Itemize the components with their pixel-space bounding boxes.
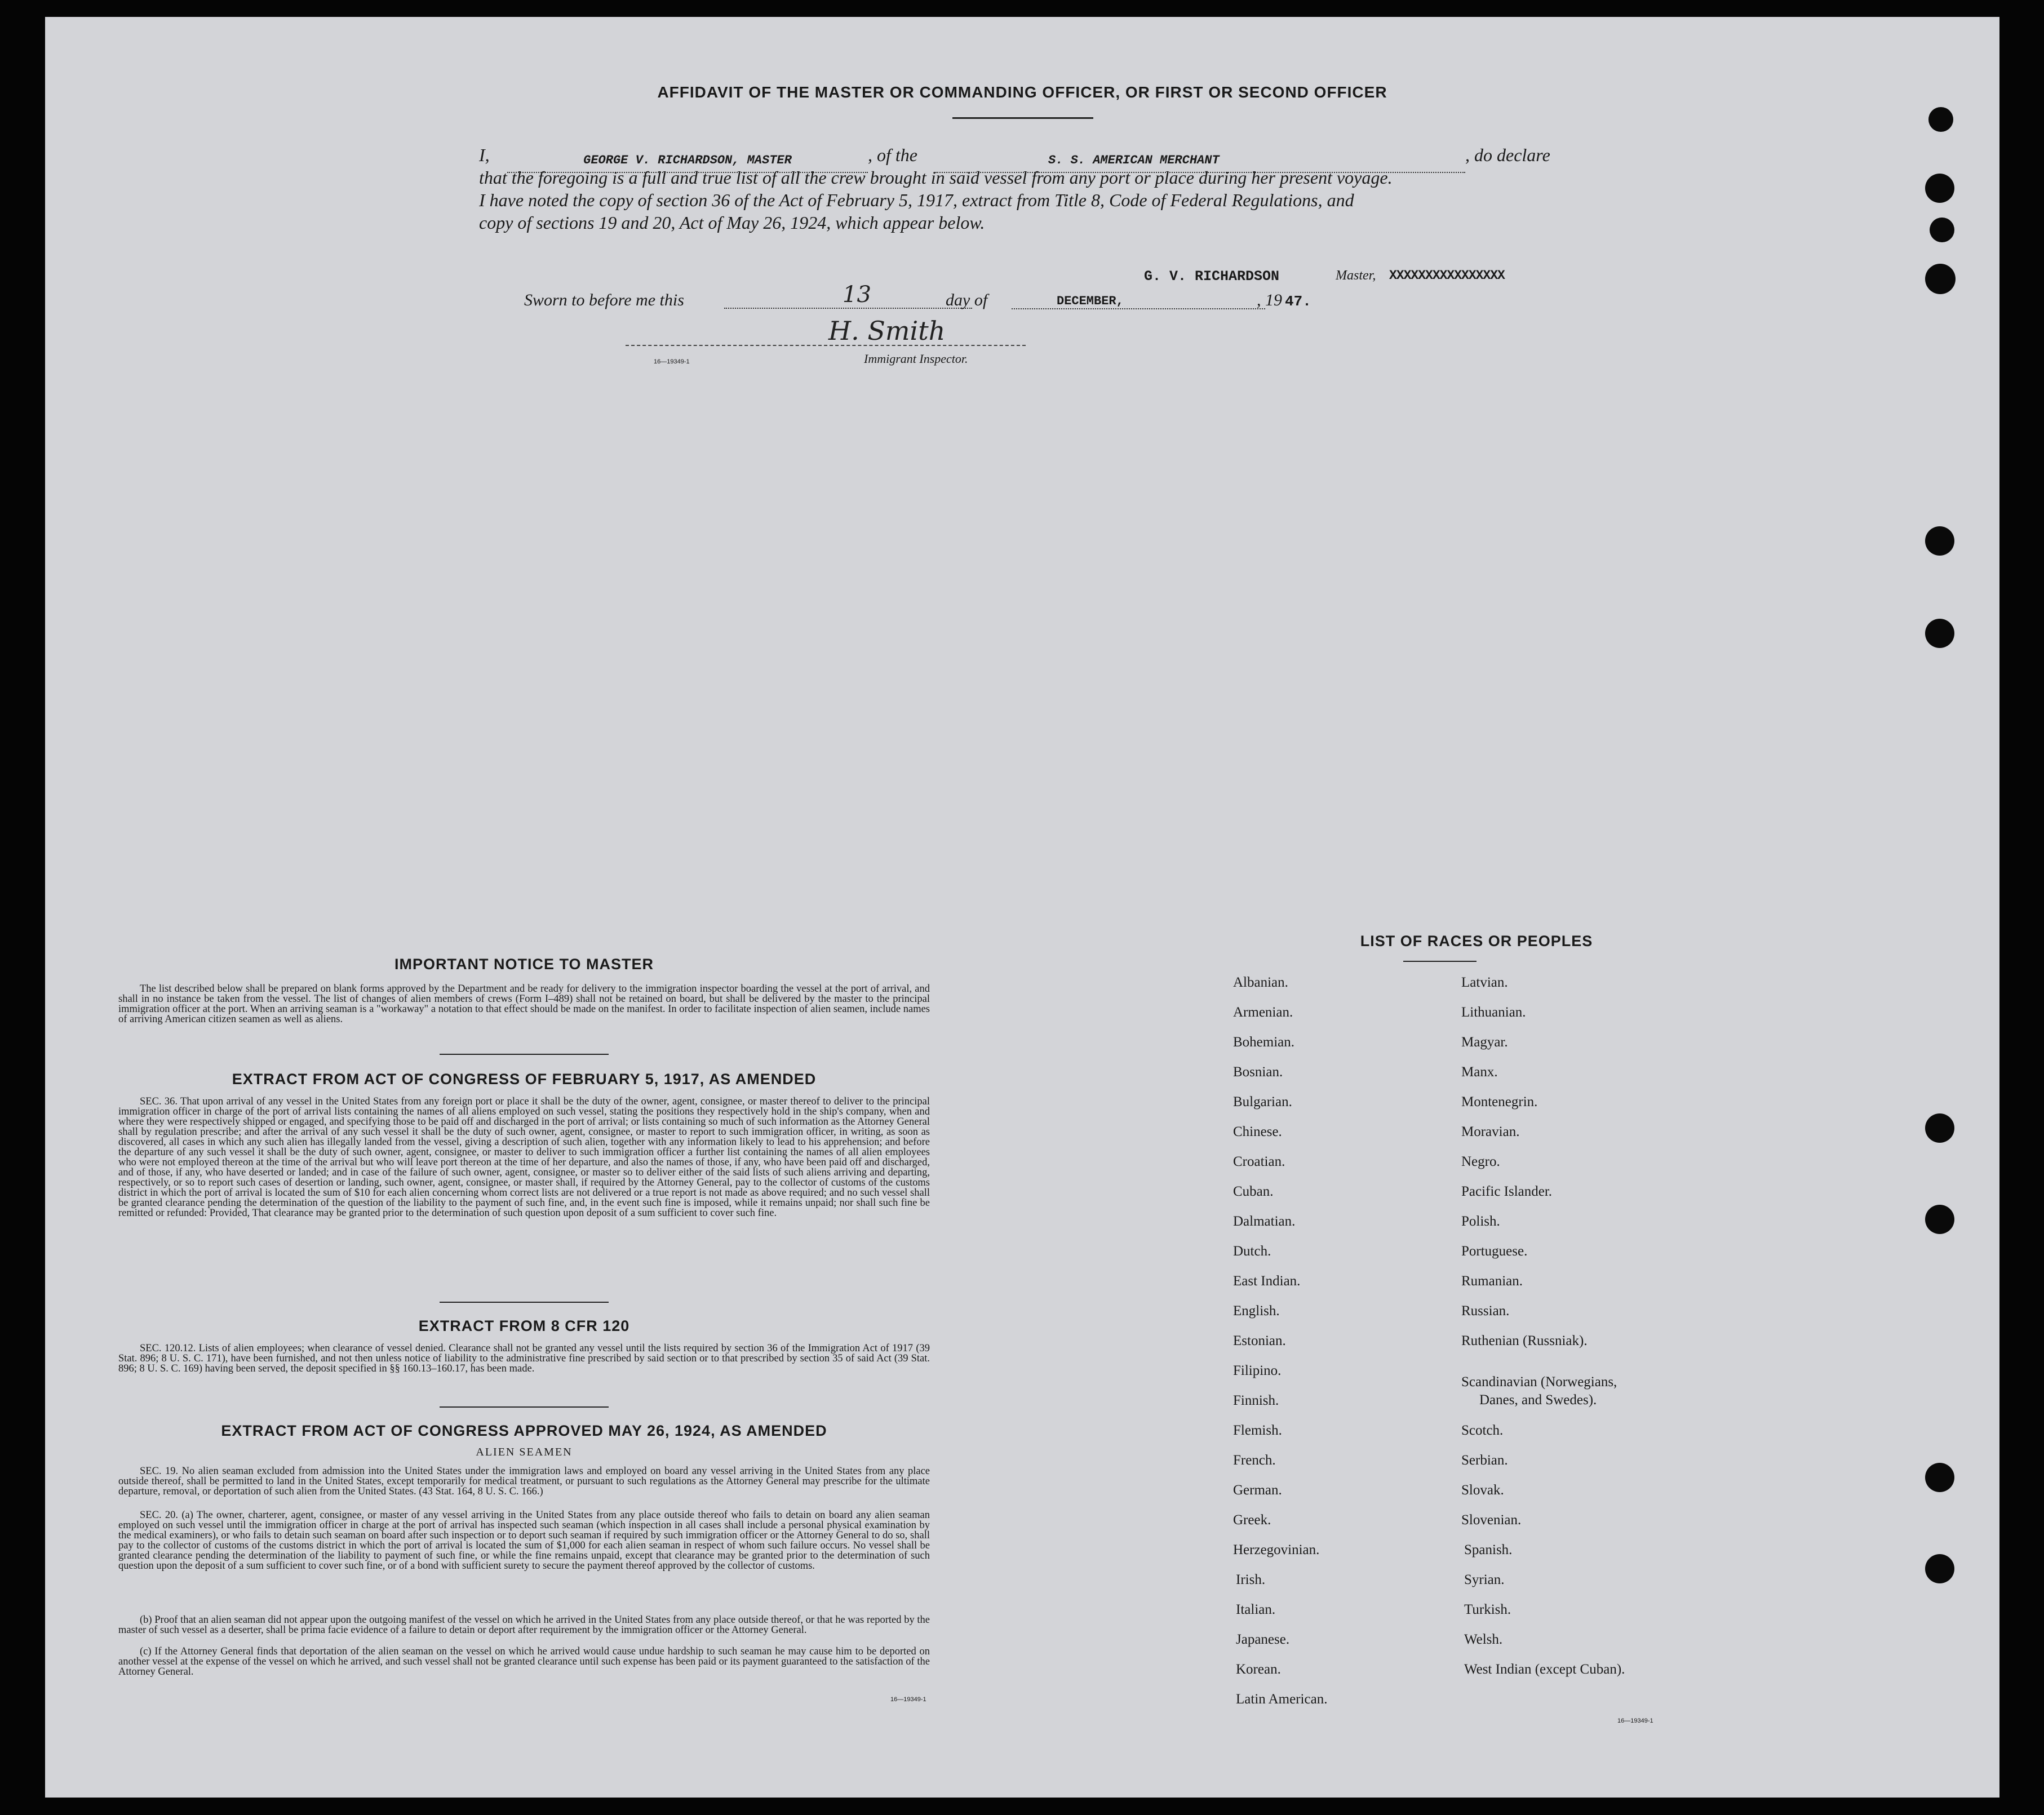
race-item: Turkish.	[1464, 1602, 1511, 1617]
punch-hole	[1925, 1463, 1954, 1492]
race-item: Flemish.	[1233, 1423, 1282, 1438]
crew-list-affidavit-page	[45, 17, 1999, 1798]
declaration-i: I,	[479, 145, 490, 165]
race-item: Slovak.	[1461, 1483, 1504, 1498]
race-item: Welsh.	[1464, 1632, 1503, 1647]
race-item: Dalmatian.	[1233, 1214, 1296, 1229]
punch-hole	[1925, 1554, 1954, 1583]
sworn-month-field: DECEMBER,	[1012, 294, 1265, 309]
race-item: Slovenian.	[1461, 1512, 1522, 1528]
notice-title: IMPORTANT NOTICE TO MASTER	[394, 956, 654, 973]
sworn-day-field	[724, 282, 972, 309]
race-item: Bosnian.	[1233, 1064, 1283, 1080]
master-name-field: GEORGE V. RICHARDSON, MASTER	[507, 149, 868, 173]
punch-hole	[1925, 619, 1954, 648]
master-signature: G. V. RICHARDSON	[1144, 268, 1280, 285]
race-item: English.	[1233, 1303, 1280, 1319]
race-item: Negro.	[1461, 1154, 1500, 1169]
declaration-line-2: that the foregoing is a full and true list of all the crew brought in said vessel from any port or place during her present voyage.	[479, 167, 1393, 188]
punch-hole	[1925, 264, 1956, 294]
race-item: Bohemian.	[1233, 1035, 1295, 1050]
race-item: Japanese.	[1236, 1632, 1290, 1647]
declaration-line-4: copy of sections 19 and 20, Act of May 26, 1924, which appear below.	[479, 212, 985, 233]
race-item: Irish.	[1236, 1572, 1266, 1587]
title-underline	[952, 117, 1093, 119]
race-item: Serbian.	[1461, 1453, 1508, 1468]
race-item: Magyar.	[1461, 1035, 1508, 1050]
race-item: French.	[1233, 1453, 1276, 1468]
races-title-underline	[1403, 961, 1477, 962]
race-item: Scotch.	[1461, 1423, 1504, 1438]
punch-hole	[1925, 1113, 1954, 1143]
race-item: Moravian.	[1461, 1124, 1520, 1139]
extract-1917-body: SEC. 36. That upon arrival of any vessel in the United States from any foreign port or place it shall be the duty of the owner, agent, consignee, or master thereof to deliver to the principal immigration officer in charge of the port of arrival lists containing the names of all aliens employed on such vessel, stating the positions they respectively hold in the ship's company, when and where they were respectively shipped or engaged, and specifying those to be paid off and discharged in the port of arrival; or lists containing so much of such information as the Attorney General shall by regulation prescribe; and after the arrival of any such vessel it shall be the duty of such owner, agent, consignee, or master to report to such immigration officer, in writing, as soon as discovered, all cases in which any such alien has illegally landed from the vessel, giving a description of such alien, together with any information likely to lead to his apprehension; and before the departure of any such vessel it shall be the duty of such owner, agent, consignee, or master to deliver to such immigration officer a further list containing the names of all alien employees who were not employed thereon at the time of the arrival but who will leave port thereon at the time of her departure, and also the names of those, if any, who have been paid off and discharged, and of those, if any, who have deserted or landed; and in case of the failure of such owner, agent, consignee, or master so to deliver either of the said lists of such aliens arriving and departing, respectively, or so to report such cases of desertion or landing, such owner, agent, consignee, or master shall, if required by the Attorney General, pay to the collector of customs of the customs district in which the port of arrival is located the sum of $10 for each alien concerning whom correct lists are not delivered or a true report is not made as above required; and no such vessel shall be granted clearance pending the determination of the question of the liability to the payment of such fine, and, in the event such fine is imposed, while it remains unpaid; nor shall such fine be remitted or refunded: Provided, That clearance may be granted prior to the determination of such question upon deposit of a sum sufficient to cover such fine.	[118, 1096, 930, 1219]
punch-hole	[1930, 218, 1954, 242]
extract-1924-sec20c: (c) If the Attorney General finds that deportation of the alien seaman on the vessel on which he arrived would cause undue hardship to such seaman he may cause him to be deported on another vessel at the expense of the vessel on which he arrived, and such vessel shall not be granted clearance until such expense has been paid or its payment guaranteed to the satisfaction of the Attorney General.	[118, 1646, 930, 1678]
race-item: Croatian.	[1233, 1154, 1285, 1169]
declaration-line-3: I have noted the copy of section 36 of the Act of February 5, 1917, extract from Title 8, Code of Federal Regulations, and	[479, 190, 1354, 210]
notice-body: The list described below shall be prepared on blank forms approved by the Department and be ready for delivery to the immigration inspector boarding the vessel at the port of arrival, and shall in no instance be taken from the vessel. The list of changes of alien members of crews (Form I–489) shall not be retained on board, but shall be delivered by the master to the principal immigration officer at the port. When an arriving seaman is a "workaway" a notation to that effect should be made on the manifest. In order to facilitate inspection of alien seamen, include names of arriving American citizen seamen as well as aliens.	[118, 983, 930, 1025]
notice-divider	[440, 1054, 609, 1055]
race-item: Bulgarian.	[1233, 1094, 1292, 1110]
extract-1924-title: EXTRACT FROM ACT OF CONGRESS APPROVED MAY 26, 1924, AS AMENDED	[221, 1422, 827, 1439]
race-item: Scandinavian (Norwegians,	[1461, 1374, 1617, 1390]
race-item: West Indian (except Cuban).	[1464, 1662, 1625, 1677]
extract-1917-title: EXTRACT FROM ACT OF CONGRESS OF FEBRUARY 5, 1917, AS AMENDED	[232, 1071, 817, 1088]
vessel-name-field: S. S. AMERICAN MERCHANT	[935, 149, 1465, 173]
extract-1924-subtitle: ALIEN SEAMEN	[476, 1446, 573, 1458]
day-of-label: day of	[946, 291, 988, 309]
race-item: Danes, and Swedes).	[1479, 1392, 1597, 1408]
race-item: Estonian.	[1233, 1333, 1286, 1348]
race-item: Italian.	[1236, 1602, 1276, 1617]
race-item: Ruthenian (Russniak).	[1461, 1333, 1588, 1348]
race-item: East Indian.	[1233, 1273, 1301, 1289]
extract-1924-sec20b: (b) Proof that an alien seaman did not appear upon the outgoing manifest of the vessel on which he arrived in the United States from any place outside thereof, or that he was reported by the master of such vessel as a deserter, shall be prima facie evidence of a failure to detain or deport after requirement by the immigration officer or the Attorney General.	[118, 1614, 930, 1636]
punch-hole	[1928, 107, 1953, 132]
race-item: Lithuanian.	[1461, 1005, 1526, 1020]
race-item: Cuban.	[1233, 1184, 1274, 1199]
race-item: Pacific Islander.	[1461, 1184, 1553, 1199]
extract-1924-sec19: SEC. 19. No alien seaman excluded from admission into the United States under the immigration laws and employed on board any vessel arriving in the United States from any place outside thereof, shall be permitted to land in the United States, except temporarily for medical treatment, or pursuant to such regulations as the Attorney General may prescribe for the ultimate departure, removal, or deportation of such alien from the United States. (43 Stat. 164, 8 U. S. C. 166.)	[118, 1466, 930, 1497]
extract-form-number: 16—19349-1	[890, 1696, 926, 1703]
declaration-do-declare: , do declare	[1465, 145, 1550, 165]
race-item: Chinese.	[1233, 1124, 1282, 1139]
race-item: Latvian.	[1461, 975, 1508, 990]
punch-hole	[1925, 174, 1954, 203]
race-item: Rumanian.	[1461, 1273, 1523, 1289]
extract-cfr-divider	[440, 1406, 609, 1408]
extract-cfr-title: EXTRACT FROM 8 CFR 120	[418, 1317, 630, 1334]
race-item: Russian.	[1461, 1303, 1510, 1319]
race-item: Manx.	[1461, 1064, 1498, 1080]
declaration-text	[479, 144, 1612, 234]
race-item: Finnish.	[1233, 1393, 1279, 1408]
sworn-year-value: 47.	[1285, 293, 1311, 310]
race-item: Polish.	[1461, 1214, 1500, 1229]
race-item: Herzegovinian.	[1233, 1542, 1320, 1557]
punch-hole	[1925, 526, 1954, 556]
extract-1924-sec20a: SEC. 20. (a) The owner, charterer, agent, consignee, or master of any vessel arriving in the United States from any place outside thereof who fails to detain on board any alien seaman employed on such vessel until the immigration officer in charge at the port of arrival has inspected such seaman (which inspection in all cases shall include a personal physical examination by the medical examiners), or who fails to detain such seaman on board after such inspection or to deport such seaman if required by such immigration officer or the Attorney General to do so, shall pay to the collector of customs of the customs district in which the port of arrival is located the sum of $1,000 for each alien seaman in respect of whom such failure occurs. No vessel shall be granted clearance pending the determination of the liability to payment of such fine, or while the fine remains unpaid, except that clearance may be granted prior to the determination of such question upon the deposit of a sum sufficient to cover such fine, or of a bond with sufficient surety to secure the payment thereof approved by the collector of customs.	[118, 1510, 930, 1572]
race-item: Greek.	[1233, 1512, 1271, 1528]
race-item: Dutch.	[1233, 1244, 1271, 1259]
race-item: Filipino.	[1233, 1363, 1282, 1378]
race-item: Syrian.	[1464, 1572, 1505, 1587]
inspector-signature-line	[626, 345, 1026, 346]
punch-hole	[1925, 1205, 1954, 1234]
declaration-line-1	[479, 144, 1612, 166]
race-item: Spanish.	[1464, 1542, 1513, 1557]
race-item: Montenegrin.	[1461, 1094, 1538, 1110]
affidavit-form-number: 16—19349-1	[654, 358, 690, 365]
extract-cfr-body: SEC. 120.12. Lists of alien employees; when clearance of vessel denied. Clearance shall not be granted any vessel until the lists required by section 36 of the Immigration Act of 1917 (39 Stat. 896; 8 U. S. C. 171), have been furnished, and not then unless notice of liability to the administrative fine prescribed by said section or to that prescribed by section 35 of said Act (39 Stat. 896; 8 U. S. C. 169) having been served, the deposit specified in §§ 160.13–160.17, has been made.	[118, 1343, 930, 1374]
race-item: Albanian.	[1233, 975, 1288, 990]
races-title: LIST OF RACES OR PEOPLES	[1360, 933, 1593, 949]
race-item: Armenian.	[1233, 1005, 1293, 1020]
master-title: Master,	[1336, 268, 1376, 283]
races-form-number: 16—19349-1	[1617, 1718, 1653, 1724]
sworn-label: Sworn to before me this	[524, 291, 684, 309]
struck-officer-title: XXXXXXXXXXXXXXXX	[1389, 268, 1505, 283]
race-item: Korean.	[1236, 1662, 1281, 1677]
extract-1917-divider	[440, 1302, 609, 1303]
race-item: Portuguese.	[1461, 1244, 1528, 1259]
sworn-year-prefix: , 19	[1257, 291, 1282, 309]
race-item: German.	[1233, 1483, 1282, 1498]
affidavit-title: AFFIDAVIT OF THE MASTER OR COMMANDING OFFICER, OR FIRST OR SECOND OFFICER	[657, 83, 1387, 101]
declaration-of-the: , of the	[868, 145, 917, 165]
inspector-signature: H. Smith	[828, 316, 946, 346]
race-item: Latin American.	[1236, 1692, 1328, 1707]
inspector-label: Immigrant Inspector.	[864, 352, 968, 366]
sworn-day-value: 13	[843, 282, 871, 308]
